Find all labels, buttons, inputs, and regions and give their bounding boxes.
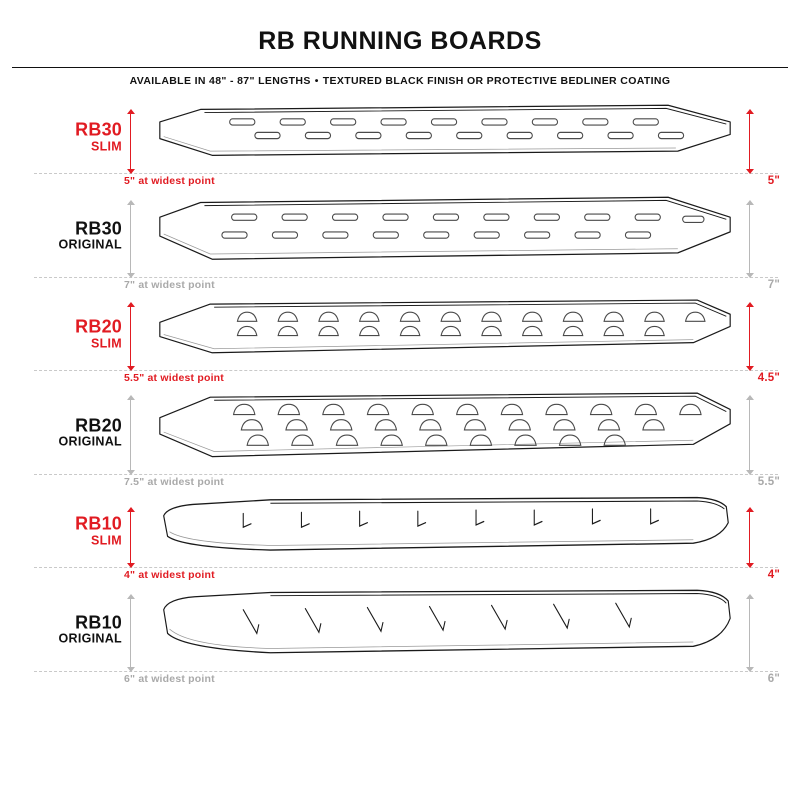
row-label-rb20-original <box>38 416 122 450</box>
board-illustration-rb10-original <box>154 586 736 670</box>
variant-name: ORIGINAL <box>58 435 122 450</box>
baseline-dashed <box>34 173 778 174</box>
board-row-rb20-slim <box>12 292 788 385</box>
baseline-dashed <box>34 370 778 371</box>
height-dimension-arrow <box>745 507 754 568</box>
baseline-dashed <box>34 474 778 475</box>
height-label: 5" <box>767 174 780 187</box>
subtitle-separator-dot: • <box>314 74 319 87</box>
board-row-rb30-slim <box>12 95 788 188</box>
height-dimension-arrow <box>745 302 754 371</box>
width-label: 7" at widest point <box>124 278 215 291</box>
height-dimension-arrow <box>745 395 754 475</box>
width-dimension-arrow <box>126 395 135 475</box>
row-label-rb10-original <box>38 613 122 647</box>
model-name: RB20 <box>75 316 122 337</box>
height-label: 5.5" <box>757 475 780 488</box>
variant-name: ORIGINAL <box>58 238 122 253</box>
height-label: 7" <box>767 278 780 291</box>
model-name: RB30 <box>75 218 122 239</box>
board-row-rb10-original <box>12 582 788 686</box>
board-illustration-rb30-slim <box>154 99 736 172</box>
board-illustration-rb20-original <box>154 389 736 473</box>
variant-name: ORIGINAL <box>58 632 122 647</box>
width-label: 5" at widest point <box>124 174 215 187</box>
width-dimension-arrow <box>126 109 135 174</box>
board-row-rb30-original <box>12 188 788 292</box>
board-row-rb10-slim <box>12 489 788 582</box>
height-dimension-arrow <box>745 200 754 278</box>
row-label-rb20-slim <box>38 318 122 352</box>
variant-name: SLIM <box>90 533 122 548</box>
model-name: RB20 <box>75 415 122 436</box>
height-label: 4.5" <box>757 371 780 384</box>
page-title: RB RUNNING BOARDS <box>258 27 542 55</box>
variant-name: SLIM <box>90 139 122 154</box>
width-label: 7.5" at widest point <box>124 475 224 488</box>
header <box>12 0 788 93</box>
width-label: 6" at widest point <box>124 672 215 685</box>
height-label: 6" <box>767 672 780 685</box>
baseline-dashed <box>34 567 778 568</box>
height-dimension-arrow <box>745 594 754 672</box>
subtitle-finish: TEXTURED BLACK FINISH OR PROTECTIVE BEDLINER COATING <box>322 74 671 87</box>
baseline-dashed <box>34 671 778 672</box>
baseline-dashed <box>34 277 778 278</box>
row-label-rb10-slim <box>38 515 122 549</box>
width-label: 5.5" at widest point <box>124 371 224 384</box>
width-dimension-arrow <box>126 302 135 371</box>
board-rows <box>12 95 788 686</box>
height-label: 4" <box>767 568 780 581</box>
header-subtitle <box>12 68 788 93</box>
model-name: RB10 <box>75 513 122 534</box>
width-dimension-arrow <box>126 507 135 568</box>
board-row-rb20-original <box>12 385 788 489</box>
board-illustration-rb10-slim <box>154 493 736 566</box>
width-dimension-arrow <box>126 594 135 672</box>
model-name: RB10 <box>75 612 122 633</box>
row-label-rb30-slim <box>38 121 122 155</box>
subtitle-lengths: AVAILABLE IN 48" - 87" LENGTHS <box>129 74 311 87</box>
variant-name: SLIM <box>90 336 122 351</box>
board-illustration-rb20-slim <box>154 296 736 369</box>
height-dimension-arrow <box>745 109 754 174</box>
width-dimension-arrow <box>126 200 135 278</box>
board-illustration-rb30-original <box>154 192 736 276</box>
row-label-rb30-original <box>38 219 122 253</box>
model-name: RB30 <box>75 119 122 140</box>
width-label: 4" at widest point <box>124 568 215 581</box>
